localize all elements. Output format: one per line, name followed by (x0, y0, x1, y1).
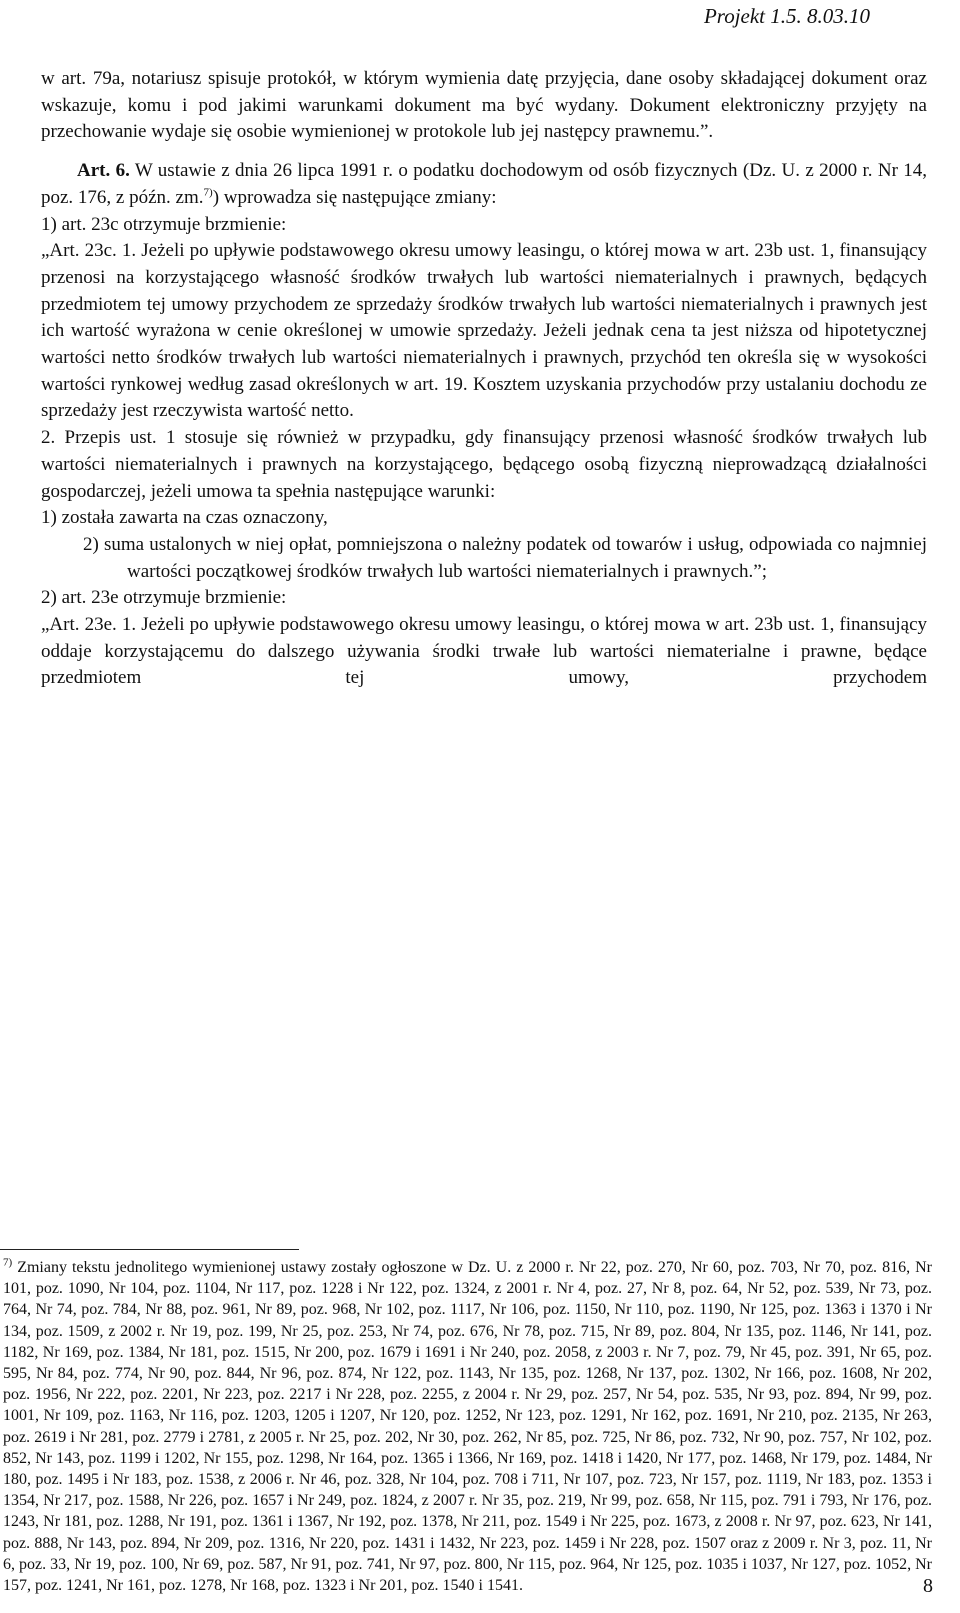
article-6-text-b: ) wprowadza się następujące zmiany: (212, 186, 497, 208)
article-23c-para-1: „Art. 23c. 1. Jeżeli po upływie podstawowego okresu umowy leasingu, o której mowa w art. 23b ust. 1, finansujący przenosi na korzystającego własność środków trwałych lub wartości niematerialnych i prawnych, będących przedmiotem tej umowy przychodem ze sprzedaży środków trwałych lub wartości niematerialnych i prawnych jest ich wartość wyrażona w cenie określonej w umowie sprzedaży. Jeżeli jednak cena ta jest niższa od hipotetycznej wartości netto środków trwałych lub wartości niematerialnych i prawnych, przychód ten określa się w wysokości wartości rynkowej według zasad określonych w art. 19. Kosztem uzyskania przychodów przy ustalaniu dochodu ze sprzedaży jest rzeczywista wartość netto. (41, 240, 927, 422)
footnote-text: Zmiany tekstu jednolitego wymienionej ustawy zostały ogłoszone w Dz. U. z 2000 r. Nr 22, poz. 270, Nr 60, poz. 703, Nr 70, poz. 816, Nr 101, poz. 1090, Nr 104, poz. 1104, Nr 117, poz. 1228 i Nr 122, poz. 1324, z 2001 r. Nr 4, poz. 27, Nr 8, poz. 64, Nr 52, poz. 539, Nr 73, poz. 764, Nr 74, poz. 784, Nr 88, poz. 961, Nr 89, poz. 968, Nr 102, poz. 1117, Nr 106, poz. 1150, Nr 110, poz. 1190, Nr 125, poz. 1363 i 1370 i Nr 134, poz. 1509, z 2002 r. Nr 19, poz. 199, Nr 25, poz. 253, Nr 74, poz. 676, Nr 78, poz. 715, Nr 89, poz. 804, Nr 135, poz. 1146, Nr 141, poz. 1182, Nr 169, poz. 1384, Nr 181, poz. 1515, Nr 200, poz. 1679 i 1691 i Nr 240, poz. 2058, z 2003 r. Nr 7, poz. 79, Nr 45, poz. 391, Nr 65, poz. 595, Nr 84, poz. 774, Nr 90, poz. 844, Nr 96, poz. 874, Nr 122, poz. 1143, Nr 135, poz. 1268, Nr 137, poz. 1302, Nr 166, poz. 1608, Nr 202, poz. 1956, Nr 222, poz. 2201, Nr 223, poz. 2217 i Nr 228, poz. 2255, z 2004 r. Nr 29, poz. 257, Nr 54, poz. 535, Nr 93, poz. 894, Nr 99, poz. 1001, Nr 109, poz. 1163, Nr 116, poz. 1203, 1205 i 1207, Nr 120, poz. 1252, Nr 123, poz. 1291, Nr 162, poz. 1691, Nr 210, poz. 2135, Nr 263, poz. 2619 i Nr 281, poz. 2779 i 2781, z 2005 r. Nr 25, poz. 202, Nr 30, poz. 262, Nr 85, poz. 725, Nr 86, poz. 732, Nr 90, poz. 757, Nr 102, poz. 852, Nr 143, poz. 1199 i 1202, Nr 155, poz. 1298, Nr 164, poz. 1365 i 1366, Nr 169, poz. 1418 i 1420, Nr 177, poz. 1468, Nr 179, poz. 1484, Nr 180, poz. 1495 i Nr 183, poz. 1538, z 2006 r. Nr 46, poz. 328, Nr 104, poz. 708 i 711, Nr 107, poz. 723, Nr 157, poz. 1119, Nr 183, poz. 1353 i 1354, Nr 217, poz. 1588, Nr 226, poz. 1657 i Nr 249, poz. 1824, z 2007 r. Nr 35, poz. 219, Nr 99, poz. 658, Nr 115, poz. 791 i 793, Nr 176, poz. 1243, Nr 181, poz. 1288, Nr 191, poz. 1361 i 1367, Nr 192, poz. 1378, Nr 211, poz. 1549 i Nr 225, poz. 1673, z 2008 r. Nr 97, poz. 623, Nr 141, poz. 888, Nr 143, poz. 894, Nr 209, poz. 1316, Nr 220, poz. 1431 i 1432, Nr 223, poz. 1459 i Nr 228, poz. 1507 oraz z 2009 r. Nr 3, poz. 11, Nr 6, poz. 33, Nr 19, poz. 100, Nr 69, poz. 587, Nr 91, poz. 741, Nr 97, poz. 800, Nr 115, poz. 964, Nr 125, poz. 1035 i 1037, Nr 127, poz. 1052, Nr 157, poz. 1241, Nr 161, poz. 1278, Nr 168, poz. 1323 i Nr 201, poz. 1540 i 1541. (3, 1259, 932, 1595)
article-23e-para-1: „Art. 23e. 1. Jeżeli po upływie podstawowego okresu umowy leasingu, o której mowa w art. 23b ust. 1, finansujący oddaje korzystającemu do dalszego używania środki trwałe lub wartości niematerialne i prawne, będące przedmiotem tej umowy, przychodem (41, 614, 927, 689)
condition-1: 1) została zawarta na czas oznaczony, (41, 507, 328, 529)
amendment-item-1: 1) art. 23c otrzymuje brzmienie: (41, 213, 287, 235)
article-6 (41, 158, 927, 211)
article-6-label: Art. 6. (77, 160, 130, 182)
article-23c-para-2: 2. Przepis ust. 1 stosuje się również w przypadku, gdy finansujący przenosi własność środków trwałych lub wartości niematerialnych i prawnych na korzystającego, będącego osobą fizyczną nieprowadzącą działalności gospodarczej, jeżeli umowa ta spełnia następujące warunki: (41, 427, 927, 502)
page-number: 8 (923, 1575, 933, 1597)
condition-2: 2) suma ustalonych w niej opłat, pomniejszona o należny podatek od towarów i usług, odpowiada co najmniej wartości początkowej środków trwałych lub wartości niematerialnych i prawnych.”; (83, 533, 927, 582)
amendment-item-2: 2) art. 23e otrzymuje brzmienie: (41, 587, 287, 609)
footnote-ref-7: 7) (203, 186, 213, 199)
footnote-marker: 7) (3, 1256, 13, 1269)
footnote-separator (0, 1249, 299, 1250)
article-6-text-a: W ustawie z dnia 26 lipca 1991 r. o podatku dochodowym od osób fizycznych (Dz. U. z 2000 r. Nr 14, poz. 176, z późn. zm. (41, 160, 927, 208)
document-body (41, 66, 927, 692)
paragraph-notary-protocol: w art. 79a, notariusz spisuje protokół, w którym wymienia datę przyjęcia, dane osoby składającej dokument oraz wskazuje, komu i pod jakimi warunkami dokument ma być wydany. Dokument elektroniczny przyjęty na przechowanie wydaje się osobie wymienionej w protokole lub jej następcy prawnemu.”. (41, 68, 927, 143)
footnote-7 (3, 1257, 932, 1596)
project-version-header: Projekt 1.5. 8.03.10 (703, 4, 870, 28)
